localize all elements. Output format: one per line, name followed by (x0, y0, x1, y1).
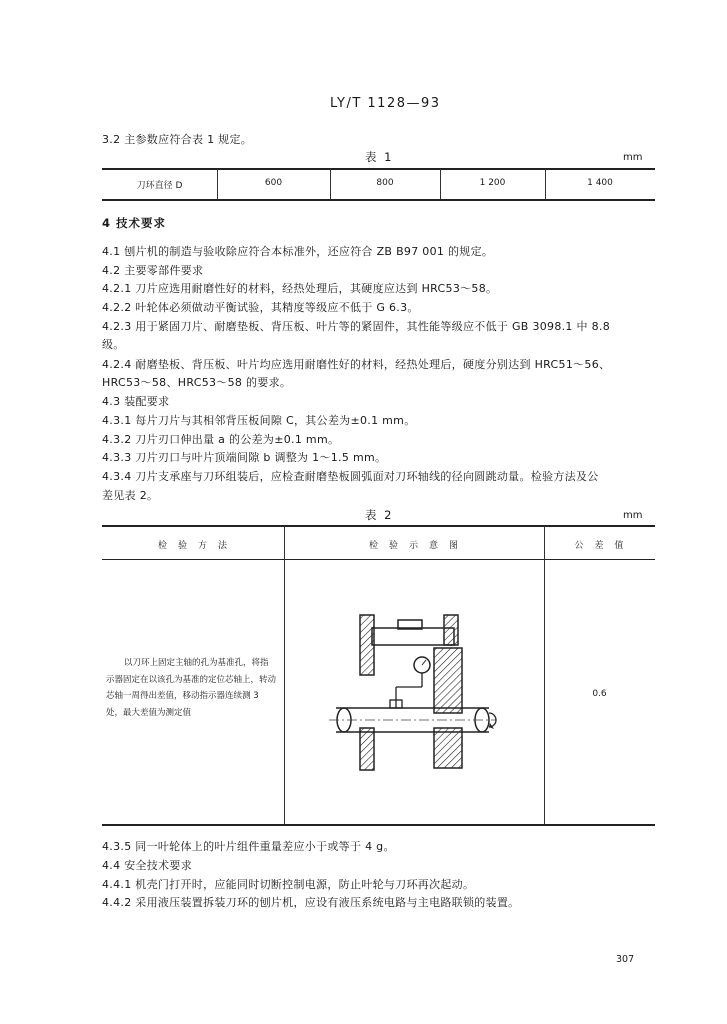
table2-tolerance-value: 0.6 (592, 689, 607, 699)
diagram-right-block (434, 648, 462, 713)
clause-4-3-4: 4.3.4 刀片支承座与刀环组装后，应检查耐磨垫板圆弧面对刀环轴线的径向圆跳动量。检验方法及公 (102, 470, 599, 483)
clause-4-2-3: 4.2.3 用于紧固刀片、耐磨垫板、背压板、叶片等的紧固件，其性能等级应不低于 GB 3098.1 中 8.8 (102, 320, 611, 333)
table2-unit: mm (623, 510, 643, 521)
table2-top-rule (102, 525, 655, 527)
table1-top-rule (102, 168, 655, 170)
clause-4-3-1: 4.3.1 每片刀片与其相邻背压板间隙 C，其公差为±0.1 mm。 (102, 414, 416, 427)
table1-row-label: 刀环直径 D (136, 181, 183, 191)
table2-header-method: 检 验 方 法 (157, 541, 228, 551)
diagram-right-block-lower (434, 728, 462, 768)
table1-unit: mm (623, 152, 643, 163)
table2-method-text: 以刀环上固定主轴的孔为基准孔，将指示器固定在以该孔为基准的定位芯轴上，转动芯轴一周得出差值，移动指示器连续测 3 处，最大差值为测定值 (106, 658, 277, 718)
clause-4-2-1: 4.2.1 刀片应选用耐磨性好的材料，经热处理后，其硬度应达到 HRC53～58。 (102, 282, 498, 295)
clause-4-2-3-cont: 级。 (102, 338, 125, 351)
table2-bottom-rule (102, 824, 655, 826)
table1-value: 1 200 (479, 178, 506, 188)
clause-4-3-3: 4.3.3 刀片刃口与叶片顶端间隙 b 调整为 1～1.5 mm。 (102, 451, 387, 464)
diagram-left-column-upper (360, 615, 374, 675)
table1-value: 1 400 (587, 178, 613, 188)
table1-bottom-rule (102, 199, 655, 201)
inspection-diagram (284, 560, 544, 824)
clause-4-4-2: 4.4.2 采用液压装置拆装刀环的刨片机，应设有液压系统电路与主电路联锁的装置。 (102, 896, 520, 909)
diagram-left-column-lower (360, 728, 374, 770)
clause-4-3-5: 4.3.5 同一叶轮体上的叶片组件重量差应小于或等于 4 g。 (102, 840, 395, 853)
clause-3-2: 3.2 主参数应符合表 1 规定。 (102, 133, 253, 146)
clause-4-2-4-cont: HRC53～58、HRC53～58 的要求。 (102, 376, 292, 389)
section-4-title: 4 技术要求 (102, 216, 167, 230)
clause-4-4-1: 4.4.1 机壳门打开时，应能同时切断控制电源，防止叶轮与刀环再次起动。 (102, 878, 475, 891)
clause-4-4: 4.4 安全技术要求 (102, 859, 192, 872)
table2-caption: 表 2 (365, 508, 394, 522)
clause-4-2-4: 4.2.4 耐磨垫板、背压板、叶片均应选用耐磨性好的材料，经热处理后，硬度分别达到 HRC51～56、 (102, 358, 611, 371)
clause-4-3: 4.3 装配要求 (102, 395, 170, 408)
page-number: 307 (616, 954, 635, 965)
table2-header-diagram: 检 验 示 意 图 (368, 541, 459, 551)
clause-4-2: 4.2 主要零部件要求 (102, 264, 204, 277)
table2-header-tolerance: 公 差 值 (574, 541, 625, 551)
diagram-right-column-upper (444, 615, 458, 645)
table1-caption: 表 1 (365, 150, 394, 164)
table1-value: 600 (264, 178, 283, 188)
clause-4-3-2: 4.3.2 刀片刃口伸出量 a 的公差为±0.1 mm。 (102, 433, 340, 446)
clause-4-3-4-cont: 差见表 2。 (102, 489, 159, 502)
table1-value: 800 (376, 178, 394, 188)
table2-divider (544, 526, 545, 824)
clause-4-2-2: 4.2.2 叶轮体必须做动平衡试验，其精度等级应不低于 G 6.3。 (102, 301, 419, 314)
standard-code: LY/T 1128—93 (330, 96, 441, 111)
diagram-top-plate (372, 628, 454, 645)
clause-4-1: 4.1 刨片机的制造与验收除应符合本标准外，还应符合 ZB B97 001 的规定。 (102, 245, 494, 258)
